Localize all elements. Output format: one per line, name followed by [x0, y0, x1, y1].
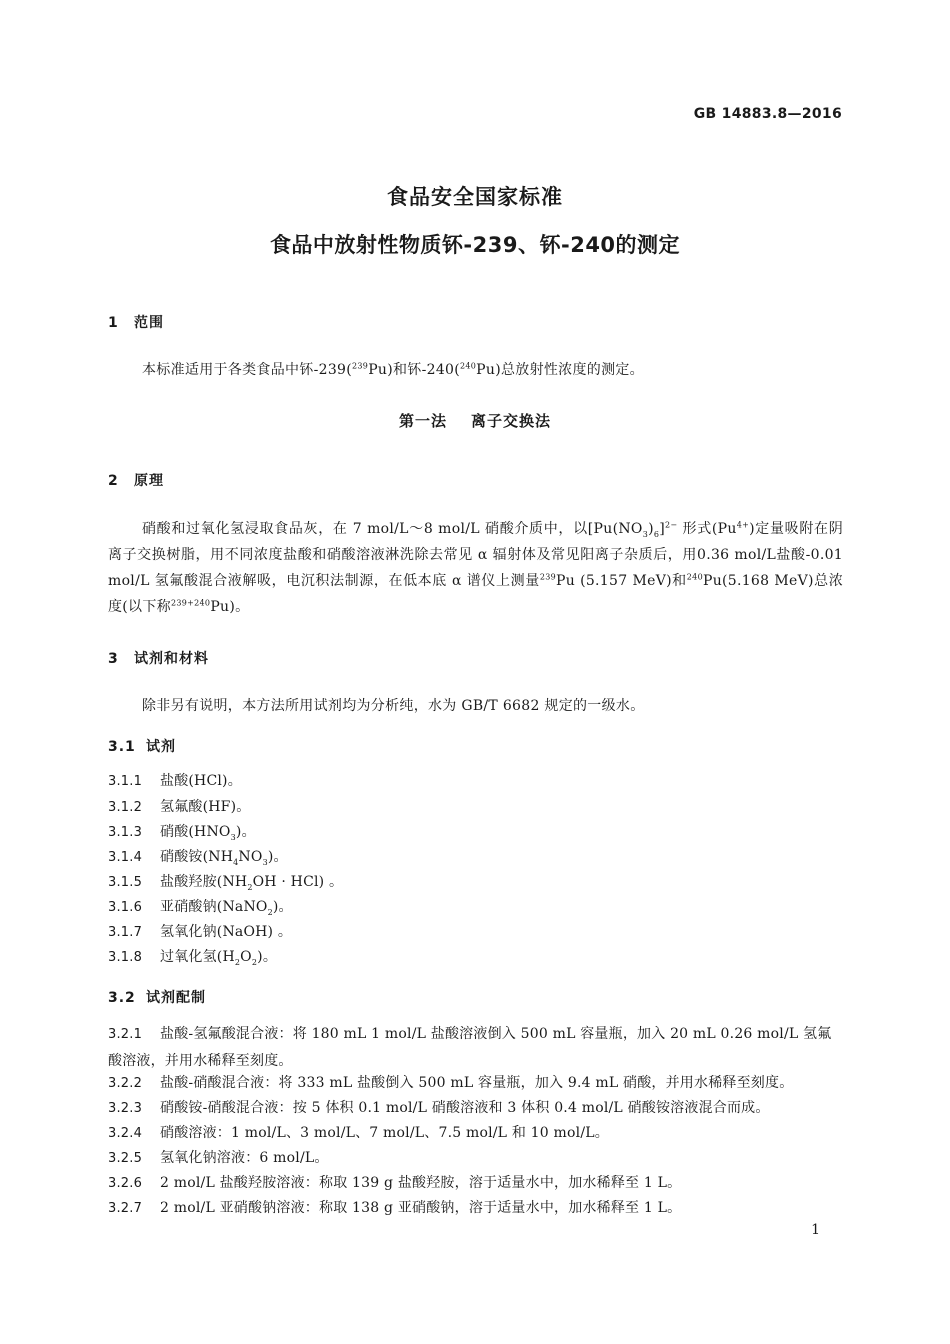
scope-paragraph: 本标准适用于各类食品中钚-239($^{239}$Pu)和钚-240($^{240}$Pu)总放射性浓度的测定。	[142, 361, 644, 378]
reagent-item: 3.1.5 盐酸羟胺$(NH_2OH \cdot HCl)$ 。	[108, 874, 344, 892]
section-number: 3.1	[108, 739, 136, 755]
section-2-heading	[108, 470, 164, 490]
section-title: 试剂和材料	[134, 651, 209, 667]
preparation-item: 3.2.5 氢氧化钠溶液：6 mol/L。	[108, 1150, 329, 1166]
preparation-item: 3.2.1 盐酸-氢氟酸混合液：将 180 mL 1 mol/L 盐酸溶液倒入 500 mL 容量瓶，加入 20 mL 0.26 mol/L 氢氟酸溶液，并用水稀释至刻度。	[108, 1026, 832, 1069]
section-3-2-heading	[108, 987, 206, 1007]
section-title: 试剂配制	[146, 990, 206, 1006]
section-number: 3.2	[108, 990, 136, 1006]
section-number: 1	[108, 315, 119, 331]
section-title: 范围	[134, 315, 164, 331]
section-title: 原理	[134, 473, 164, 489]
reagent-item: 3.1.4 硝酸铵$(NH_4NO_3)$。	[108, 849, 288, 867]
section-title: 试剂	[146, 739, 176, 755]
page-number: 1	[811, 1222, 820, 1238]
preparation-item: 3.2.2 盐酸-硝酸混合液：将 333 mL 盐酸倒入 500 mL 容量瓶，加入 9.4 mL 硝酸，并用水稀释至刻度。	[108, 1075, 794, 1091]
section-number: 3	[108, 651, 119, 667]
section-3-heading	[108, 648, 209, 668]
method-number: 第一法	[398, 412, 447, 430]
reagent-item: 3.1.7 氢氧化钠(NaOH) 。	[108, 924, 293, 940]
section-number: 2	[108, 473, 119, 489]
reagent-item: 3.1.1 盐酸(HCl)。	[108, 773, 242, 789]
page-title: 食品安全国家标准	[387, 185, 563, 209]
preparation-item: 3.2.4 硝酸溶液：1 mol/L、3 mol/L、7 mol/L、7.5 mol/L 和 10 mol/L。	[108, 1125, 609, 1141]
method-title	[0, 410, 950, 431]
preparation-item: 3.2.6 2 mol/L 盐酸羟胺溶液：称取 139 g 盐酸羟胺，溶于适量水中，加水稀释至 1 L。	[108, 1175, 682, 1191]
section-1-heading	[108, 312, 164, 332]
materials-intro: 除非另有说明，本方法所用试剂均为分析纯，水为 GB/T 6682 规定的一级水。	[142, 698, 645, 714]
document-subtitle: 食品中放射性物质钚-239、钚-240的测定	[269, 233, 681, 257]
preparation-item: 3.2.3 硝酸铵-硝酸混合液：按 5 体积 0.1 mol/L 硝酸溶液和 3 体积 0.4 mol/L 硝酸铵溶液混合而成。	[108, 1100, 770, 1116]
preparation-item: 3.2.7 2 mol/L 亚硝酸钠溶液：称取 138 g 亚硝酸钠，溶于适量水中，加水稀释至 1 L。	[108, 1200, 682, 1216]
reagent-item: 3.1.8 过氧化氢$(H_2O_2)$。	[108, 949, 278, 967]
reagent-item: 3.1.2 氢氟酸(HF)。	[108, 799, 251, 815]
reagent-item: 3.1.6 亚硝酸钠(NaNO$_2$)。	[108, 899, 293, 917]
reagent-item: 3.1.3 硝酸$(HNO_3)$。	[108, 824, 256, 842]
section-3-1-heading	[108, 736, 176, 756]
method-name: 离子交换法	[471, 412, 552, 430]
standard-code: GB 14883.8—2016	[693, 106, 842, 122]
principle-paragraph: 硝酸和过氧化氢浸取食品灰，在 7 mol/L～8 mol/L 硝酸介质中，以$[Pu(NO_3)_6]^{2-}$ 形式$(Pu^{4+})$定量吸附在阴离子交换树脂，用不同浓度盐酸和硝酸溶液淋洗除去常见 α 辐射体及常见阳离子杂质后，用0.36 mol/L盐酸-0.01 mol/L 氢氟酸混合液解吸，电沉积法制源，在低本底 α 谱仪上测量$^{239}$Pu (5.157 MeV)和$^{240}$Pu(5.168 MeV)总浓度(以下称$^{239+240}$Pu)。	[108, 520, 844, 615]
